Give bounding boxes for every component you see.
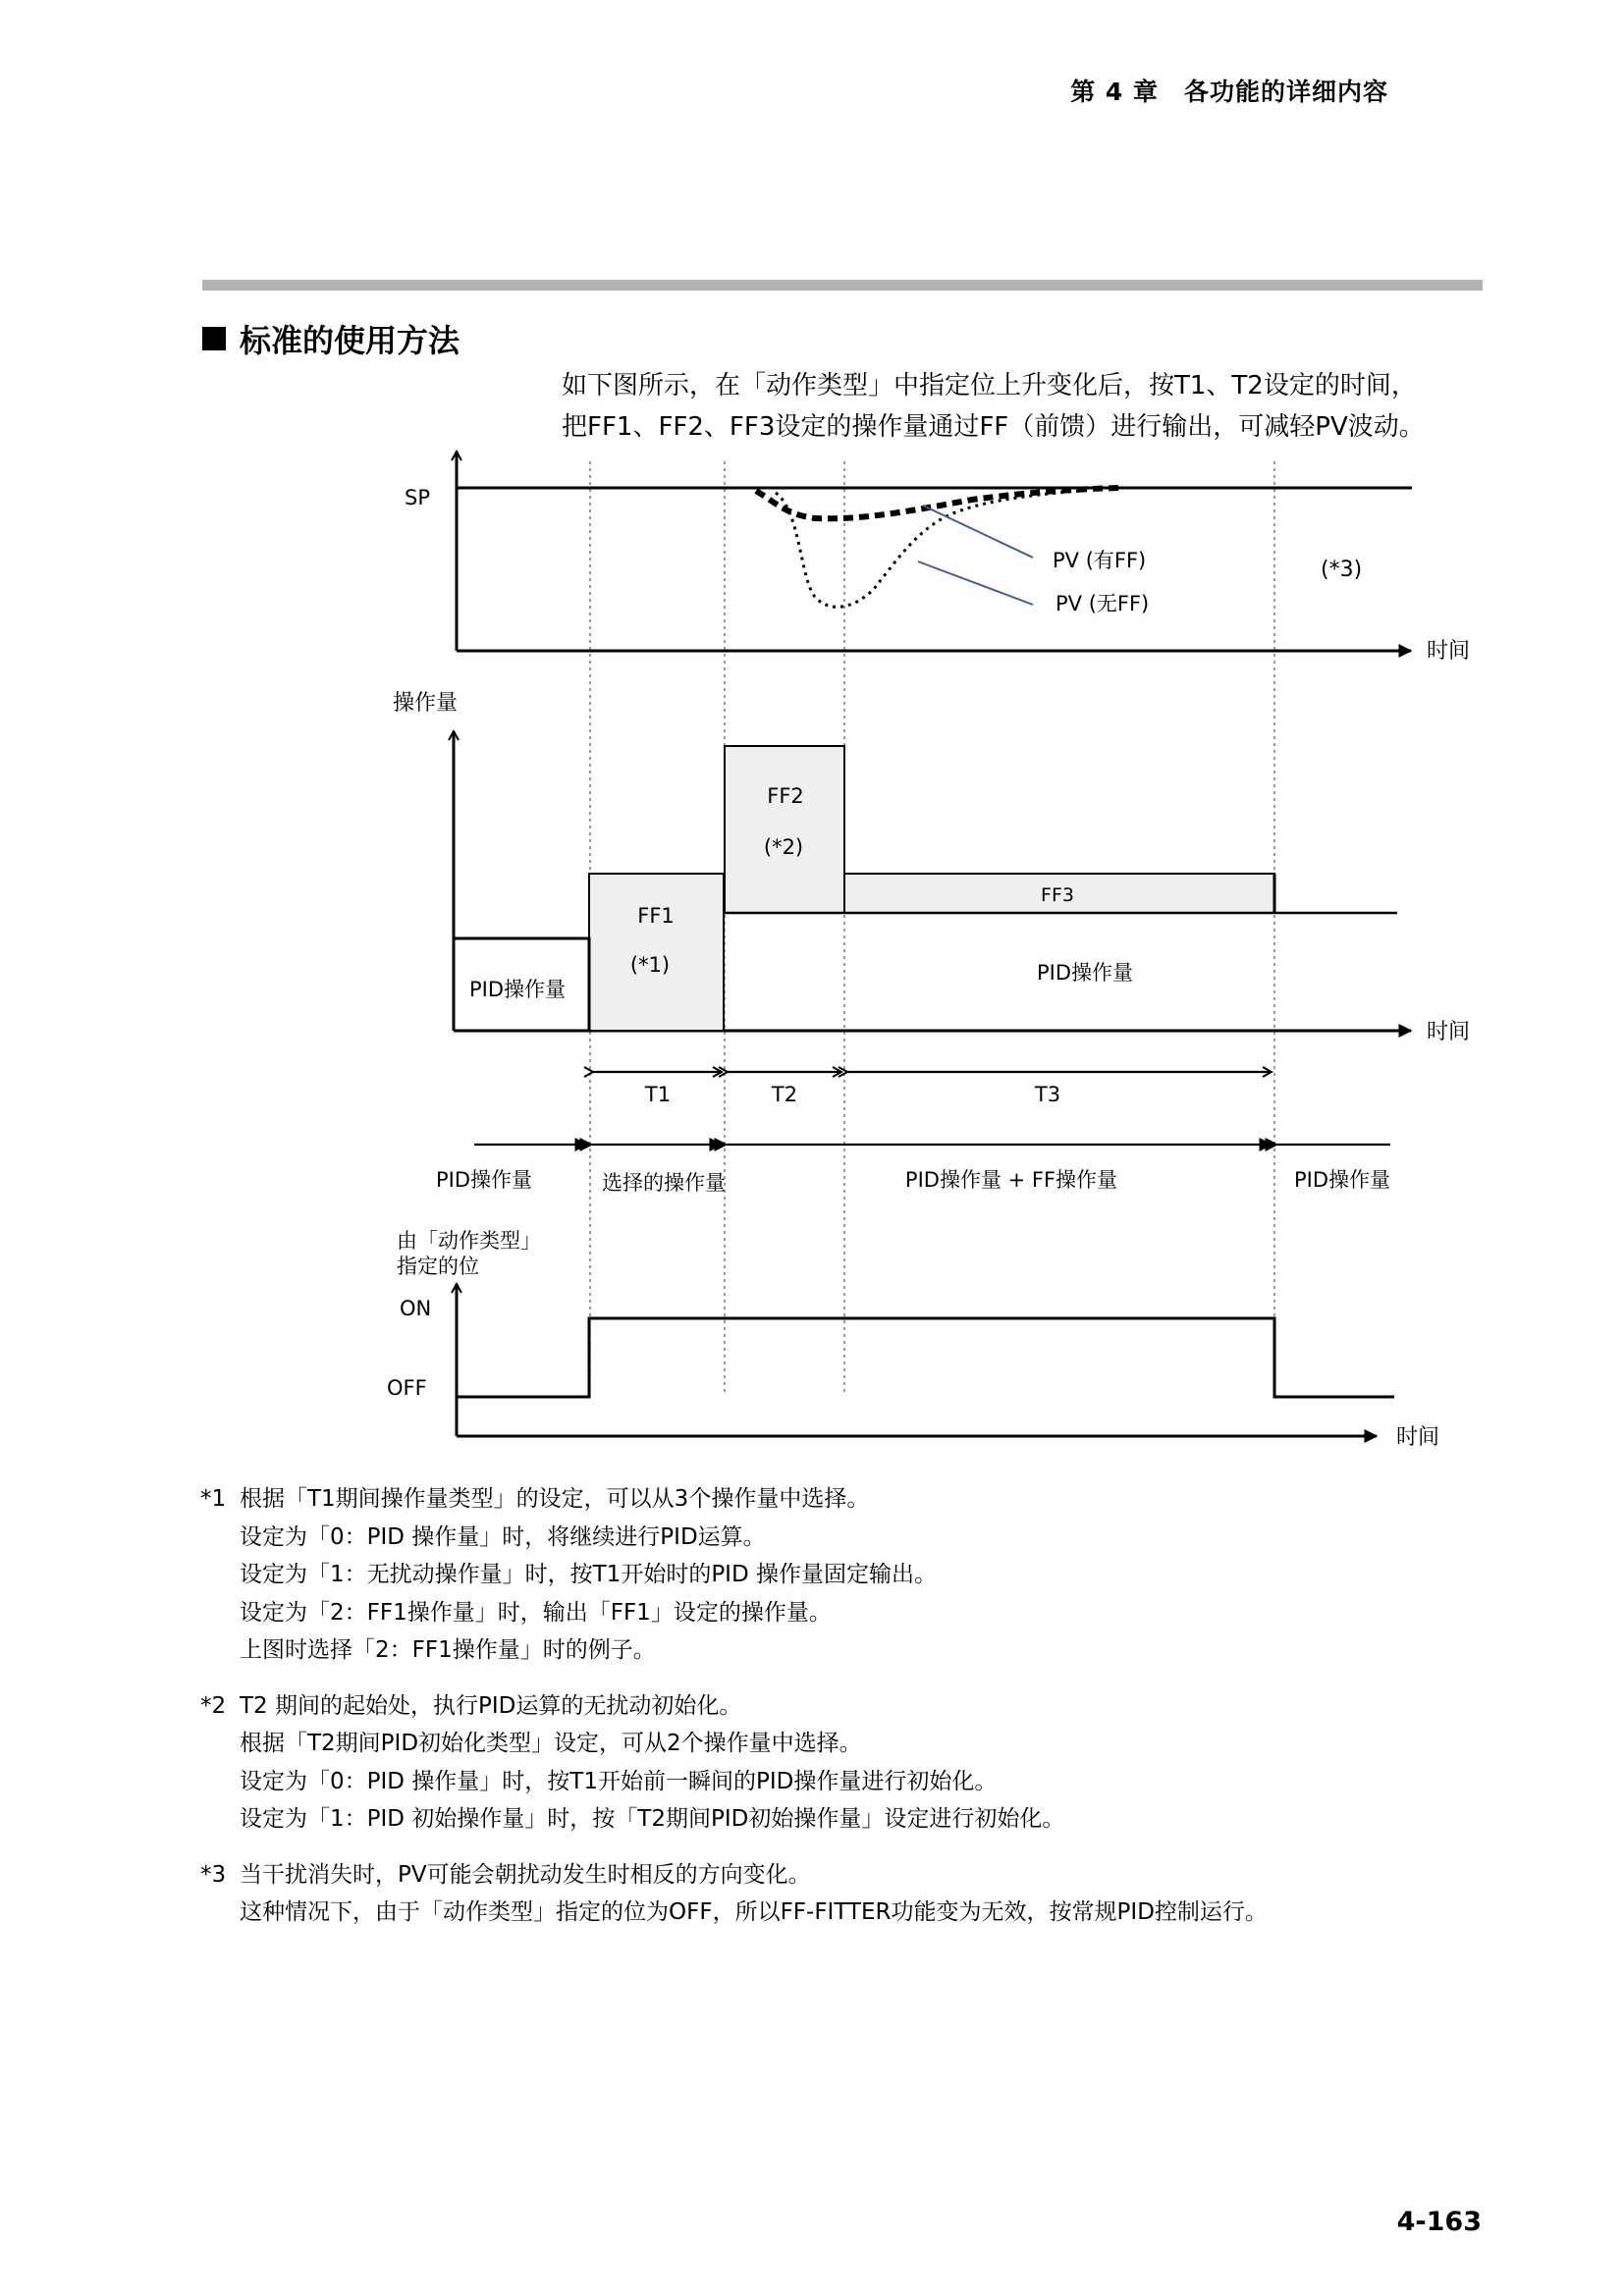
- footnote-line: 设定为「1：PID 初始操作量」时，按「T2期间PID初始操作量」设定进行初始化。: [240, 1806, 1065, 1832]
- mv-axis-label: 操作量: [393, 691, 459, 716]
- bit-signal: [457, 1318, 1394, 1397]
- footnote-mark: *1: [200, 1486, 227, 1512]
- footnotes: [200, 1480, 1268, 1949]
- footnote-2: [200, 1687, 1268, 1839]
- footnote-1: [200, 1480, 1268, 1670]
- page-number: 4-163: [1396, 2207, 1482, 2237]
- t2-label: T2: [771, 1083, 798, 1106]
- pid-mv-before-label: PID操作量: [469, 978, 567, 1001]
- phase-pid-end-label: PID操作量: [1293, 1168, 1391, 1192]
- on-label: ON: [400, 1297, 432, 1320]
- footnote-line: 设定为「2：FF1操作量」时，输出「FF1」设定的操作量。: [240, 1599, 832, 1626]
- ff1-note-label: (*1): [629, 953, 671, 977]
- pv-without-ff-leader: [918, 561, 1033, 605]
- ff2-label: FF2: [767, 784, 804, 808]
- time-axis-label: 时间: [1427, 1020, 1471, 1044]
- footnote-mark: *3: [200, 1861, 227, 1888]
- footnote-line: 设定为「1：无扰动操作量」时，按T1开始时的PID 操作量固定输出。: [240, 1562, 937, 1587]
- footnote-line: 根据「T1期间操作量类型」的设定，可以从3个操作量中选择。: [240, 1486, 870, 1512]
- time-axis-label: 时间: [1396, 1425, 1440, 1450]
- intro-line: 把FF1、FF2、FF3设定的操作量通过FF（前馈）进行输出，可减轻PV波动。: [562, 412, 1425, 442]
- ff2-block: [725, 746, 844, 913]
- pv-without-ff-label: PV (无FF): [1056, 592, 1150, 615]
- ff2-note-label: (*2): [763, 835, 804, 859]
- t3-label: T3: [1034, 1083, 1061, 1106]
- section-title-text: 标准的使用方法: [240, 322, 460, 359]
- bit-label-line1: 由「动作类型」: [397, 1229, 541, 1253]
- pid-mv-after-label: PID操作量: [1036, 961, 1134, 985]
- ff3-label: FF3: [1041, 884, 1074, 906]
- t1-label: T1: [644, 1083, 672, 1106]
- pv-chart: [405, 452, 1470, 664]
- phase-pid-ff-label: PID操作量 + FF操作量: [904, 1168, 1118, 1192]
- footnote-mark: *2: [200, 1692, 227, 1719]
- phase-pid-label: PID操作量: [435, 1168, 533, 1192]
- footnote-line: 当干扰消失时，PV可能会朝扰动发生时相反的方向变化。: [240, 1861, 811, 1888]
- note3-marker: (*3): [1321, 558, 1363, 582]
- footnote-line: 根据「T2期间PID初始化类型」设定，可从2个操作量中选择。: [240, 1731, 862, 1756]
- footnote-line: 设定为「0：PID 操作量」时，按T1开始前一瞬间的PID操作量进行初始化。: [240, 1768, 998, 1794]
- footnote-line: 设定为「0：PID 操作量」时，将继续进行PID运算。: [240, 1523, 766, 1550]
- mv-chart: [393, 691, 1470, 1044]
- bit-chart: [387, 1229, 1439, 1450]
- time-axis-label: 时间: [1427, 639, 1471, 664]
- ff1-block: [589, 874, 724, 1031]
- bit-label-line2: 指定的位: [397, 1255, 479, 1278]
- footnote-line: T2 期间的起始处，执行PID运算的无扰动初始化。: [240, 1692, 742, 1719]
- pv-with-ff-curve: [756, 488, 1119, 518]
- chapter-header: 第 4 章 各功能的详细内容: [1070, 78, 1388, 106]
- ff1-label: FF1: [637, 904, 675, 928]
- footnote-line: 上图时选择「2：FF1操作量」时的例子。: [240, 1637, 656, 1663]
- pv-with-ff-label: PV (有FF): [1053, 549, 1147, 572]
- footnote-line: 这种情况下，由于「动作类型」指定的位为OFF，所以FF-FITTER功能变为无效，按常规PID控制运行。: [240, 1899, 1268, 1925]
- intro-line: 如下图所示，在「动作类型」中指定位上升变化后，按T1、T2设定的时间，: [562, 371, 1417, 400]
- phase-selected-label: 选择的操作量: [602, 1171, 726, 1195]
- pv-with-ff-leader: [923, 506, 1033, 558]
- sp-label: SP: [405, 486, 430, 509]
- off-label: OFF: [387, 1376, 427, 1400]
- footnote-3: [200, 1856, 1268, 1932]
